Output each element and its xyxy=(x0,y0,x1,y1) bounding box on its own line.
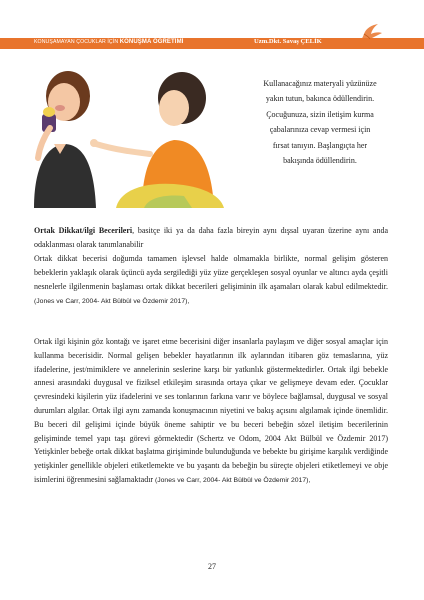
header-author: Uzm.Dkt. Savaş ÇELİK xyxy=(254,38,322,45)
header-book-title xyxy=(34,39,183,45)
header-title-prefix: KONUŞAMAYAN ÇOCUKLAR İÇİN xyxy=(34,39,119,45)
joint-interest-text: Ortak ilgi kişinin göz kontağı ve işaret etme becerisini diğer insanlarla paylaşım ve diğer sosyal amaçlar için kullanma becerisidir. Normal gelişen bebekler hayatlarının ilk aylarından itibaren göz temaslarına, yüz ifadelerine, jest/mimiklere ve annelerinin seslerine karşı bir yatkınlık göstermektedirler. Ortak ilgi bebekle annesi arasındaki duygusal ve fiziksel etkileşim sırasında ortaya çıkar ve gelişmeye devam eder. Çocuklar çevresindeki kişilerin yüz ifadelerini ve ses tonlarının farkına varır ve böylece bağlamsal, duygusal ve sosyal durumları algılar. Ortak ilgi aynı zamanda konuşmacının niyetini ve bakış açısını algılamak içinde önemlidir. Bu beceri dil gelişimi içinde büyük öneme sahiptir ve bu beceri bebeğin sözel iletişim becerilerinin gelişiminde temel yapı taşı görevi görmektedir (Schertz ve Odom, 2004 Akt Bülbül ve Özdemir 2017) Yetişkinler bebeğe ortak dikkat başlatma girişiminde bulunduğunda ve bebekte bu girişime karşılık verdiğinde yetişkinler genellikle objeleri etiketlemekte ve bu yaşantı da bebeğin bu süreçte objeleri etiketlemeyi ve obje isimlerini öğrenmesini sağlamaktadır xyxy=(34,337,388,484)
paragraph-definition xyxy=(34,224,388,252)
paragraph-development xyxy=(34,252,388,309)
development-text: Ortak dikkat becerisi doğumda tamamen işlevsel halde olmamakla birlikte, normal gelişim gösteren bebeklerin yaklaşık olarak üçüncü ayda sergilediği yüz yüze gerçekleşen sosyal oyunlar ve altıncı ayda çeşitli nesnelerle ilgilenmenin başlaması ortak dikkat becerileri gelişiminin ilk aşamaları olarak kabul edilmektedir. xyxy=(34,254,388,291)
definition-text: , basitçe iki ya da daha fazla bireyin aynı dışsal uyaran üzerine aynı anda odaklanması olarak tanımlanabilir xyxy=(34,226,389,249)
citation: (Jones ve Carr, 2004- Akt Bülbül ve Özdemir 2017), xyxy=(34,298,190,306)
mother-child-illustration xyxy=(24,58,232,208)
header-title-main: KONUŞMA ÖĞRETİMİ xyxy=(119,39,184,45)
term-joint-attention: Ortak Dikkat/ilgi Becerileri xyxy=(34,226,133,235)
citation: (Jones ve Carr, 2004- Akt Bülbül ve Özdemir 2017), xyxy=(153,476,311,484)
page-number: 27 xyxy=(208,562,216,571)
bird-icon xyxy=(348,22,384,52)
paragraph-joint-interest xyxy=(34,335,388,488)
illustration-caption: Kullanacağınız materyali yüzünüze yakın tutun, bakınca ödüllendirin. Çocuğunuza, sizin iletişim kurma çabalarınıza cevap vermesi için fırsat tanıyın. Başlangıçta her bakışında ödüllendirin. xyxy=(263,79,377,166)
